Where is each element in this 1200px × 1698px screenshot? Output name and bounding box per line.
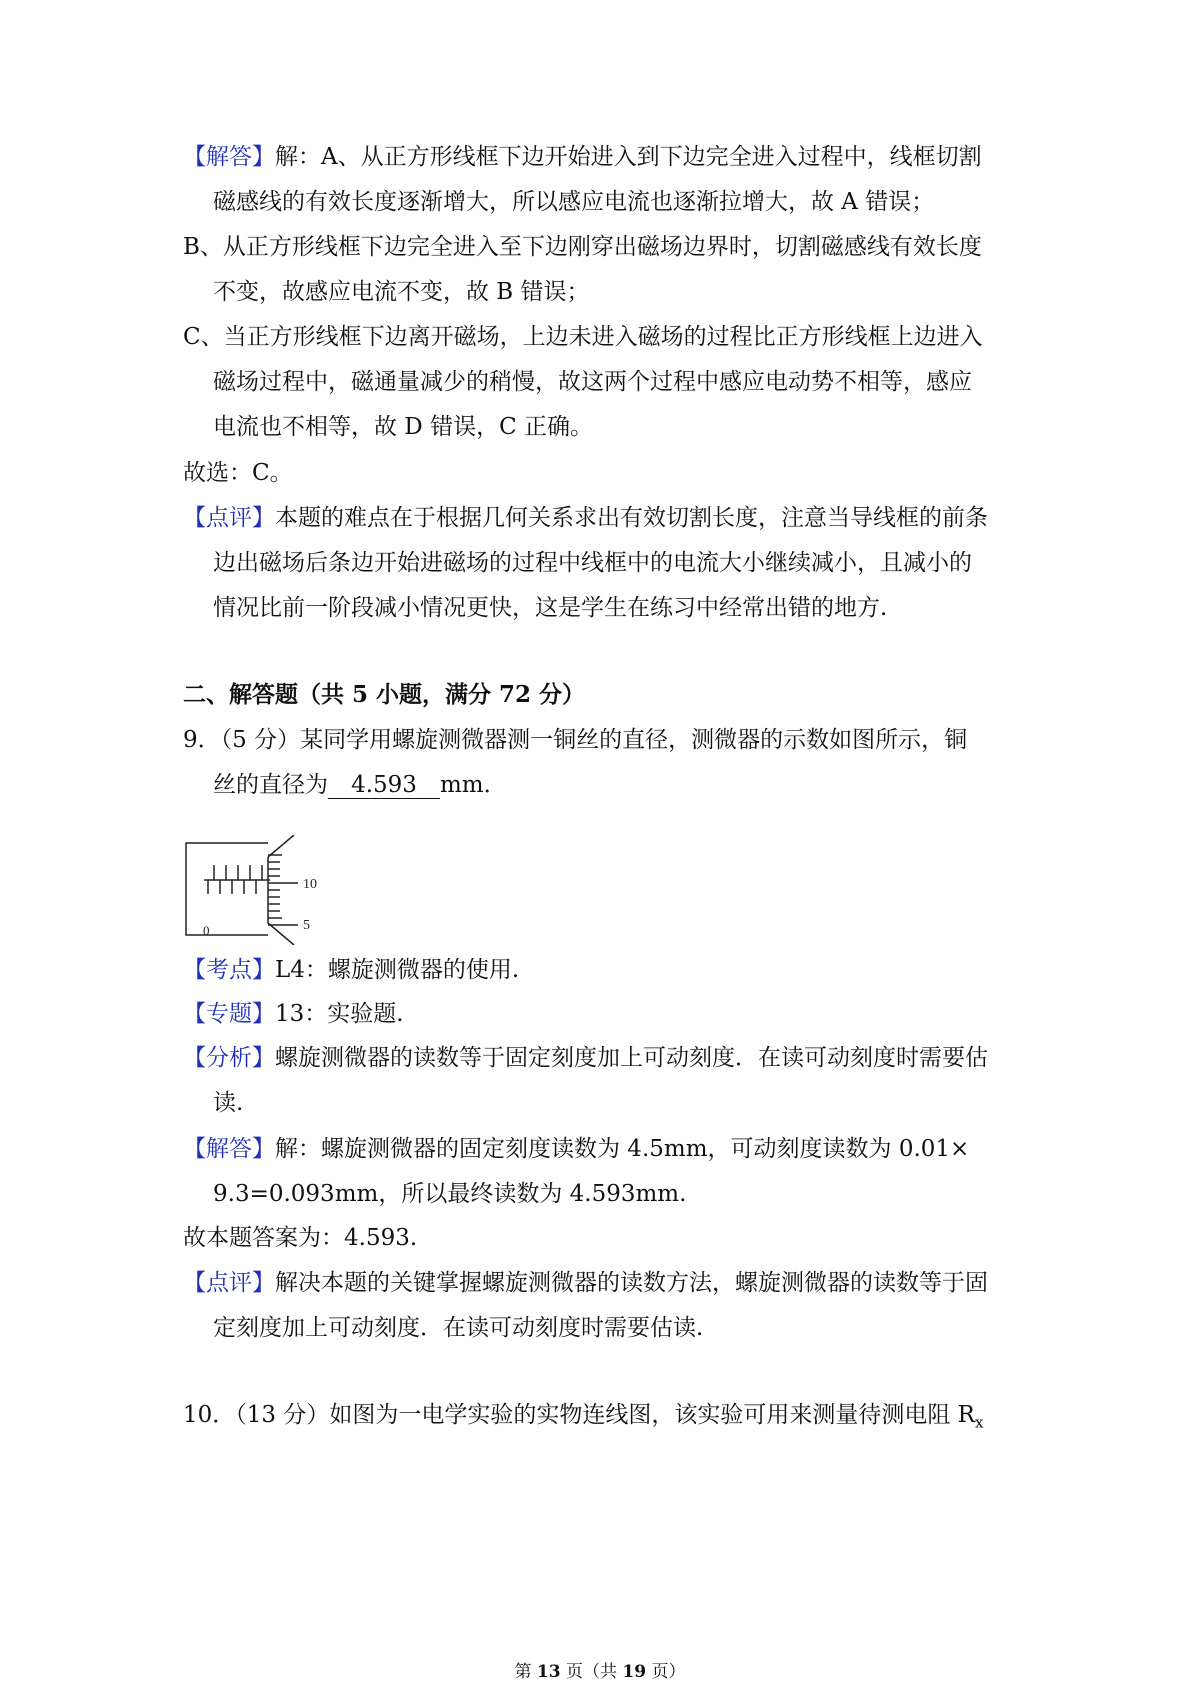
q9-fenxi-line-2: 读. [213,1090,244,1116]
option-b-line-1: B、从正方形线框下边完全进入至下边刚穿出磁场边界时，切割磁感线有效长度 [183,234,982,260]
q9-jieda-line-1 [183,1134,969,1164]
micrometer-label-0: 0 [203,923,210,938]
micrometer-figure [182,835,352,945]
q9-zhuanti-line [183,999,404,1029]
q9-comment-line-2: 定刻度加上可动刻度．在读可动刻度时需要估读. [213,1315,704,1341]
q9-comment-text: 解决本题的关键掌握螺旋测微器的读数方法，螺旋测微器的读数等于固 [275,1270,988,1296]
q10-stem-line-1 [183,1400,983,1438]
answer-text: 解：A、从正方形线框下边开始进入到下边完全进入过程中，线框切割 [275,144,982,170]
q9-zhuanti-text: 13：实验题. [275,1001,404,1027]
option-c-line-3: 电流也不相等，故 D 错误，C 正确。 [213,414,593,440]
q10-stem-text: 10．（13 分）如图为一电学实验的实物连线图，该实验可用来测量待测电阻 R [183,1402,975,1428]
q9-kaodian-text: L4：螺旋测微器的使用. [275,957,520,983]
comment-text: 本题的难点在于根据几何关系求出有效切割长度，注意当导线框的前条 [275,505,988,531]
tag-answer: 【解答】 [183,144,275,170]
option-c-line-2: 磁场过程中，磁通量减少的稍慢，故这两个过程中感应电动势不相等，感应 [213,369,972,395]
micrometer-upper-ticks [214,865,262,880]
choice-line: 故选：C。 [183,460,293,486]
option-b-line-2: 不变，故感应电流不变，故 B 错误； [213,279,590,305]
footer-mid: 页（共 [560,1662,623,1682]
micrometer-thimble-ticks [268,855,298,925]
comment-line-1 [183,503,988,533]
micrometer-label-5: 5 [303,918,310,933]
footer-post: 页） [646,1662,686,1682]
q9-fenxi-text: 螺旋测微器的读数等于固定刻度加上可动刻度．在读可动刻度时需要估 [275,1045,988,1071]
tag-kaodian: 【考点】 [183,957,275,983]
footer-page-number: 13 [536,1662,561,1682]
footer-total-pages: 19 [622,1662,647,1682]
q9-final-line: 故本题答案为：4.593. [183,1225,418,1251]
q9-stem-line-2 [213,770,507,800]
q9-answer-blank: 4.593 [328,772,440,799]
q9-jieda-line-2: 9.3=0.093mm，所以最终读数为 4.593mm. [213,1181,687,1207]
footer-pre: 第 [514,1662,537,1682]
answer-line-1 [183,142,982,172]
q9-jieda-text: 解：螺旋测微器的固定刻度读数为 4.5mm，可动刻度读数为 0.01× [275,1136,970,1162]
section-title: 二、解答题（共 5 小题，满分 72 分） [183,681,586,708]
tag-comment-q9: 【点评】 [183,1270,275,1296]
micrometer-label-10: 10 [303,877,317,892]
q9-kaodian-line [183,955,519,985]
q9-comment-line-1 [183,1268,988,1298]
q9-fenxi-line-1 [183,1043,988,1073]
tag-answer-q9: 【解答】 [183,1136,275,1162]
comment-line-3: 情况比前一阶段减小情况更快，这是学生在练习中经常出错的地方. [213,595,888,621]
option-c-line-1: C、当正方形线框下边离开磁场，上边未进入磁场的过程比正方形线框上边进入 [183,324,983,350]
q10-stem-subscript: x [974,1413,984,1432]
q9-stem-pre: 丝的直径为 [213,772,328,798]
comment-line-2: 边出磁场后条边开始进磁场的过程中线框中的电流大小继续减小，且减小的 [213,550,972,576]
q9-stem-post: mm． [440,772,507,798]
micrometer-lower-ticks [208,880,256,894]
answer-line-2: 磁感线的有效长度逐渐增大，所以感应电流也逐渐拉增大，故 A 错误； [213,189,935,215]
q9-stem-line-1: 9．（5 分）某同学用螺旋测微器测一铜丝的直径，测微器的示数如图所示，铜 [183,727,968,753]
tag-comment: 【点评】 [183,505,275,531]
page-footer [0,1657,1200,1682]
tag-zhuanti: 【专题】 [183,1001,275,1027]
tag-fenxi: 【分析】 [183,1045,275,1071]
